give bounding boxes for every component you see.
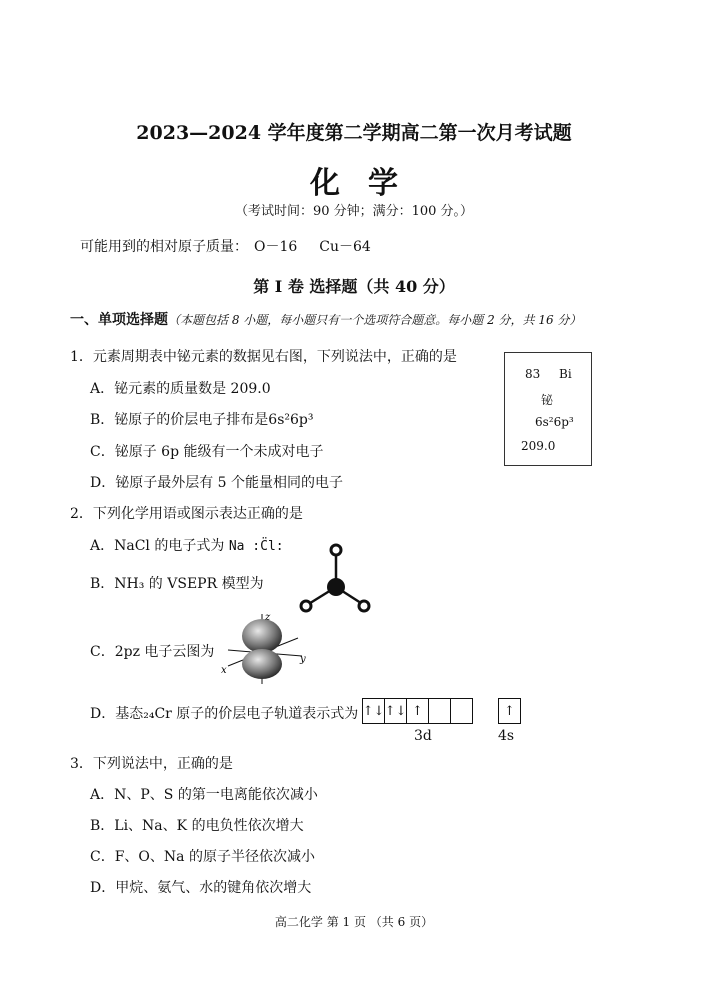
label-3d: 3d xyxy=(414,728,432,744)
exam-info: （考试时间：90 分钟；满分：100 分。） xyxy=(234,204,474,219)
page-footer: 高二化学 第 1 页 （共 6 页） xyxy=(274,915,434,929)
axis-y-label: y xyxy=(300,654,306,665)
subject-title: 化学 xyxy=(310,166,426,201)
vsepr-model-diagram xyxy=(296,542,376,616)
bi-name: 铋 xyxy=(541,393,554,407)
axis-x-label: x xyxy=(221,665,227,676)
orbital-4s-box xyxy=(498,698,521,724)
q3-option-d: D．甲烷、氨气、水的键角依次增大 xyxy=(90,880,312,896)
q1-option-b-text: B．铋原子的价层电子排布是 xyxy=(90,412,269,428)
orbital-box: ↑↓ xyxy=(385,699,407,723)
part-title-text: 一、单项选择题 xyxy=(70,312,168,328)
exam-title: 2023—2024 学年度第二学期高二第一次月考试题 xyxy=(136,122,572,144)
q1-stem: 1．元素周期表中铋元素的数据见右图，下列说法中，正确的是 xyxy=(70,349,457,365)
q1-option-a: A．铋元素的质量数是 209.0 xyxy=(90,381,271,397)
label-4s: 4s xyxy=(498,728,515,744)
nacl-electron-formula: Na :C̈l: xyxy=(228,539,284,554)
q2-option-b: B．NH₃ 的 VSEPR 模型为 xyxy=(90,576,264,592)
orbital-box xyxy=(429,699,451,723)
part-title xyxy=(70,309,581,329)
atomic-mass-line xyxy=(80,236,393,256)
2pz-electron-cloud-diagram xyxy=(218,610,318,686)
part-note: （本题包括 8 小题，每小题只有一个选项符合题意。每小题 2 分，共 16 分） xyxy=(168,313,582,327)
q2-stem: 2．下列化学用语或图示表达正确的是 xyxy=(70,506,303,522)
q1-option-d: D．铋原子最外层有 5 个能量相同的电子 xyxy=(90,475,344,491)
lower-lobe xyxy=(242,649,282,679)
bismuth-element-card xyxy=(504,352,592,466)
q2-option-a xyxy=(90,535,284,555)
orbital-3d-boxes xyxy=(362,698,473,724)
bi-config: 6s²6p³ xyxy=(535,415,574,429)
hydrogen-ball xyxy=(359,601,369,611)
orbital-box: ↑ xyxy=(407,699,429,723)
lone-pair-ball xyxy=(331,545,341,555)
orbital-box: ↑↓ xyxy=(363,699,385,723)
bi-atomic-number: 83 xyxy=(525,367,541,381)
q3-option-b: B．Li、Na、K 的电负性依次增大 xyxy=(90,818,304,834)
q1-option-b-config: 6s²6p³ xyxy=(268,412,314,428)
q1-option-b xyxy=(90,409,313,429)
q3-option-c: C．F、O、Na 的原子半径依次减小 xyxy=(90,849,315,865)
upper-lobe xyxy=(242,619,282,653)
mass-label: 可能用到的相对原子质量： xyxy=(80,239,248,255)
bi-symbol: Bi xyxy=(559,367,572,381)
q3-option-a: A．N、P、S 的第一电离能依次减小 xyxy=(90,787,318,803)
mass-cu: Cu－64 xyxy=(319,239,371,255)
orbital-box xyxy=(451,699,472,723)
q2-option-c: C．2pz 电子云图为 xyxy=(90,644,215,660)
q2-option-d: D．基态₂₄Cr 原子的价层电子轨道表示式为 xyxy=(90,706,359,722)
q1-option-c: C．铋原子 6p 能级有一个未成对电子 xyxy=(90,444,324,460)
q2-option-a-text: A．NaCl 的电子式为 xyxy=(90,538,225,554)
axis-z-label: z xyxy=(265,612,271,623)
mass-o: O－16 xyxy=(254,239,298,255)
section-title: 第 I 卷 选择题（共 40 分） xyxy=(253,277,455,296)
orbital-box: ↑ xyxy=(504,703,515,719)
q3-stem: 3．下列说法中，正确的是 xyxy=(70,756,233,772)
central-atom-ball xyxy=(327,578,345,596)
bi-mass: 209.0 xyxy=(521,439,556,453)
